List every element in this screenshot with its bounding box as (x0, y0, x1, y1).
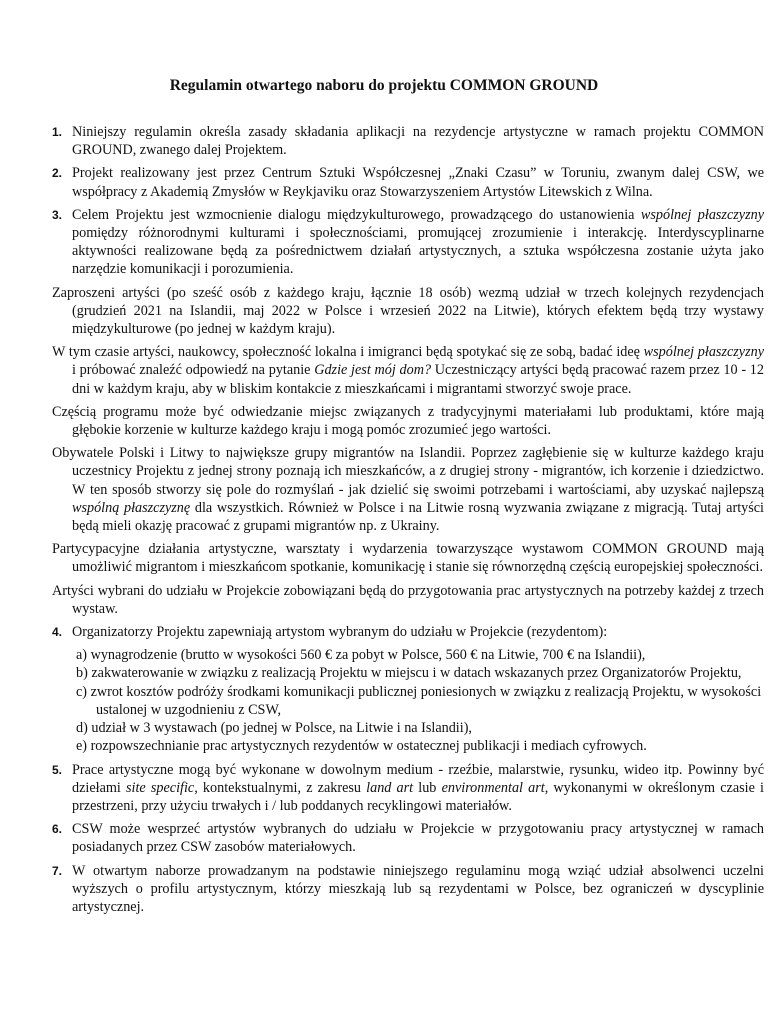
text-run: i próbować znaleźć odpowiedź na pytanie (72, 362, 315, 379)
item-text: CSW może wesprzeć artystów wybranych do udziału w Projekcie w przygotowaniu pracy artystycznej w ramach posiadanych przez CSW zasobów materiałowych. (72, 821, 764, 856)
list-item (52, 164, 764, 200)
list-item (52, 206, 764, 279)
item-number: 7. (52, 863, 63, 878)
item-number: 5. (52, 762, 63, 777)
list-item (52, 123, 764, 159)
sub-list-item (52, 683, 764, 719)
item-text (72, 206, 764, 279)
text-run: , kontekstualnymi, z zakresu (194, 779, 367, 796)
text-run: dla wszystkich. Również w Polsce i na Litwie rosną wyzwania związane z migracją. Tutaj artyści będą mieli okazję pracować z grupami migrantów np. z Ukrainy. (72, 499, 764, 535)
item-text: Niniejszy regulamin określa zasady składania aplikacji na rezydencje artystyczne w ramach projektu COMMON GROUND, zwanego dalej Projektem. (72, 124, 764, 159)
paragraph: Zaproszeni artyści (po sześć osób z każdego kraju, łącznie 18 osób) wezmą udział w trzech kolejnych rezydencjach (grudzień 2021 na Islandii, maj 2022 w Polsce i wrzesień 2022 na Litwie), których efektem będą trzy wystawy międzykulturowe (po jednej w każdym kraju). (52, 284, 764, 338)
list-item (52, 623, 764, 641)
paragraph (52, 444, 764, 535)
paragraph (52, 343, 764, 398)
emphasis: wspólnej płaszczyzny (640, 206, 764, 223)
emphasis: Gdzie jest mój dom? (314, 362, 432, 379)
list-item (52, 761, 764, 816)
emphasis: site specific (126, 779, 195, 796)
emphasis: land art (366, 779, 414, 796)
item-number: 2. (52, 166, 63, 181)
paragraph: Częścią programu może być odwiedzanie miejsc związanych z tradycyjnymi materiałami lub produktami, które mają głębokie korzenie w kulturze każdego kraju i mogą pomóc zrozumieć jego wartości. (52, 403, 764, 439)
paragraph: Partycypacyjne działania artystyczne, warsztaty i wydarzenia towarzyszące wystawom COMMON GROUND mają umożliwić migrantom i mieszkańcom spotkanie, komunikację i stanie się równorzędną częścią europejskiej społeczności. (52, 541, 764, 576)
sub-item-text: c) zwrot kosztów podróży środkami komunikacji publicznej poniesionych w związku z realizacją Projektu, w wysokości ustalonej w uzgodnieniu z CSW, (76, 683, 762, 718)
sub-list-item (52, 646, 764, 664)
sub-item-text: d) udział w 3 wystawach (po jednej w Polsce, na Litwie i na Islandii), (76, 720, 472, 737)
sub-list-item (52, 737, 764, 755)
paragraph: Artyści wybrani do udziału w Projekcie zobowiązani będą do przygotowania prac artystycznych na potrzeby każdej z trzech wystaw. (52, 582, 764, 617)
text-run: , wykonanymi w określonym czasie i przestrzeni, przy użyciu trwałych i / lub poddanych recyklingowi materiałów. (72, 779, 764, 814)
sub-list (52, 646, 764, 755)
text-run: pomiędzy różnorodnymi kulturami i społecznościami, promującej zrozumienie i interakcję. Interdyscyplinarne aktywności realizowane będą za pośrednictwem działań artystycznych, a sztuka współczesna zostanie użyta jako narzędzie komunikacji i porozumienia. (72, 225, 764, 278)
document-title: Regulamin otwartego naboru do projektu COMMON GROUND (169, 77, 599, 94)
sub-item-text: b) zakwaterowanie w związku z realizacją Projektu w miejscu i w datach wskazanych przez Organizatorów Projektu, (76, 665, 742, 682)
document-body (52, 123, 764, 921)
list-item (52, 862, 764, 917)
item-number: 1. (52, 125, 63, 139)
item-number: 6. (52, 822, 63, 837)
text-run: Obywatele Polski i Litwy to największe grupy migrantów na Islandii. Poprzez zagłębienie się w kulturze każdego kraju uczestnicy Projektu z jednej strony poznają ich mieszkańców, a z drugiej strony - migrantów, ich korzenie i dziedzictwo. W ten sposób stworzy się pole do rozmyślań - jak dzielić się swoimi potrzebami i wartościami, aby uzyskać najlepszą (52, 445, 764, 498)
text-run: W tym czasie artyści, naukowcy, społeczność lokalna i imigranci będą spotykać się ze sobą, badać ideę (52, 344, 644, 361)
item-text (72, 761, 764, 816)
emphasis: wspólnej płaszczyzny (643, 344, 764, 361)
sub-item-text: a) wynagrodzenie (brutto w wysokości 560 € za pobyt w Polsce, 560 € na Litwie, 700 € na Islandii), (76, 647, 646, 664)
item-text: W otwartym naborze prowadzanym na podstawie niniejszego regulaminu mogą wziąć udział absolwenci uczelni wyższych o profilu artystycznym, którzy mieszkają lub są rezydentami w Polsce, bez ograniczeń w dyscyplinie artystycznej. (72, 862, 764, 915)
item-number: 4. (52, 625, 63, 640)
item-text: Projekt realizowany jest przez Centrum Sztuki Współczesnej „Znaki Czasu” w Toruniu, zwanym dalej CSW, we współpracy z Akademią Zmysłów w Reykjaviku oraz Stowarzyszeniem Artystów Litewskich z Wilna. (72, 165, 764, 200)
text-run: lub (413, 779, 442, 796)
sub-list-item (52, 664, 764, 682)
text-run: Celem Projektu jest wzmocnienie dialogu międzykulturowego, prowadzącego do ustanowienia (72, 206, 641, 223)
emphasis: environmental art (441, 779, 545, 796)
item-text: Organizatorzy Projektu zapewniają artystom wybranym do udziału w Projekcie (rezydentom): (72, 624, 608, 641)
list-item (52, 820, 764, 856)
text-run: Prace artystyczne mogą być wykonane w dowolnym medium - rzeźbie, malarstwie, rysunku, wideo itp. Powinny być dziełami (72, 761, 764, 796)
emphasis: wspólną płaszczyznę (72, 499, 191, 516)
sub-list-item (52, 719, 764, 737)
item-number: 3. (52, 207, 63, 222)
text-run: Uczestniczący artyści będą pracować razem przez 10 - 12 dni w każdym kraju, aby w bliskim kontakcie z mieszkańcami i migrantami stworzyć swoje prace. (72, 362, 764, 397)
sub-item-text: e) rozpowszechnianie prac artystycznych rezydentów w ostatecznej publikacji i mediach cyfrowych. (76, 738, 647, 755)
